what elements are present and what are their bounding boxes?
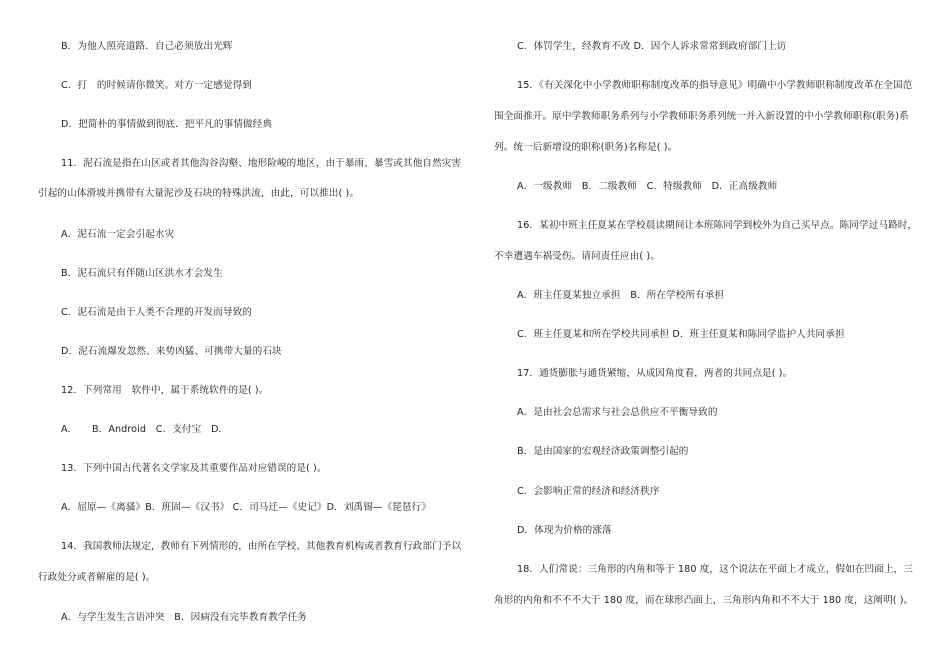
text-line: 引起的山体滑坡并携带有大量泥沙及石块的特殊洪流，由此，可以推出( )。 bbox=[38, 188, 360, 199]
text-line: A． B．Android C．支付宝 D． bbox=[61, 424, 229, 435]
text-line: A．泥石流一定会引起水灾 bbox=[61, 229, 175, 240]
text-line: 17．通货膨胀与通货紧缩，从成因角度看，两者的共同点是( )。 bbox=[517, 368, 793, 379]
text-line: C．泥石流是由于人类不合理的开发而导致的 bbox=[61, 307, 252, 318]
text-line: 围全面推开。原中学教师职务系列与小学教师职务系列统一并入新设置的中小学教师职称(职务)系 bbox=[494, 111, 909, 122]
text-line: A．一级教师 B．二级教师 C．特级教师 D．正高级教师 bbox=[517, 181, 778, 192]
text-line: B．为他人照亮道路．自己必须放出光辉 bbox=[61, 41, 233, 52]
text-line: A．与学生发生言语冲突 B．因病没有完毕教育教学任务 bbox=[61, 612, 307, 623]
text-line: 行政处分或者解雇的是( )。 bbox=[38, 572, 156, 583]
text-line: C．会影响正常的经济和经济秩序 bbox=[517, 486, 660, 497]
text-line: C．班主任夏某和所在学校共同承担 D．班主任夏某和陈同学监护人共同承担 bbox=[517, 329, 845, 340]
text-line: 不幸遭遇车祸受伤。请问责任应由( )。 bbox=[494, 251, 660, 262]
text-line: 14．我国教师法规定，教师有下列情形的，由所在学校、其他教育机构或者教育行政部门予以 bbox=[61, 541, 462, 552]
text-line: B．是由国家的宏观经济政策调整引起的 bbox=[517, 446, 689, 457]
text-line: D．泥石流爆发忽然、来势凶猛、可携带大量的石块 bbox=[61, 346, 282, 357]
text-line: 角形的内角和不不不大于 180 度，而在球形凸面上，三角形内角和不不大于 180 度，这阐明( )。 bbox=[494, 595, 914, 606]
text-line: 18．人们常说：三角形的内角和等于 180 度，这个说法在平面上才成立，假如在凹面上，三 bbox=[517, 564, 913, 575]
text-line: D．体现为价格的涨落 bbox=[517, 525, 612, 536]
text-line: 列。统一后新增设的职称(职务)名称是( )。 bbox=[494, 142, 678, 153]
text-line: A．屈原—《离骚》B．班固—《汉书》 C．司马迁—《史记》D．刘禹锡—《琵琶行》 bbox=[61, 502, 432, 513]
text-line: 15．《有关深化中小学教师职称制度改革的指导意见》明确中小学教师职称制度改革在全国范 bbox=[517, 80, 913, 91]
text-line: C．体罚学生，经教育不改 D．因个人诉求常常到政府部门上访 bbox=[517, 41, 787, 52]
text-line: 11．泥石流是指在山区或者其他沟谷沟壑、地形险峻的地区，由于暴雨、暴雪或其他自然灾害 bbox=[61, 158, 462, 169]
text-line: 16．某初中班主任夏某在学校晨读期间让本班陈同学到校外为自己买早点。陈同学过马路时， bbox=[517, 220, 918, 231]
text-line: A．班主任夏某独立承担 B．所在学校所有承担 bbox=[517, 290, 725, 301]
text-line: D．把简朴的事情做到彻底．把平凡的事情做经典 bbox=[61, 119, 273, 130]
text-line: A．是由社会总需求与社会总供应不平衡导致的 bbox=[517, 407, 718, 418]
text-line: B．泥石流只有伴随山区洪水才会发生 bbox=[61, 268, 223, 279]
text-line: 13．下列中国古代著名文学家及其重要作品对应错误的是( )。 bbox=[61, 463, 327, 474]
text-line: C．打 的时候请你微笑。对方一定感觉得到 bbox=[61, 80, 252, 91]
text-line: 12．下列常用 软件中，属于系统软件的是( )。 bbox=[61, 385, 269, 396]
